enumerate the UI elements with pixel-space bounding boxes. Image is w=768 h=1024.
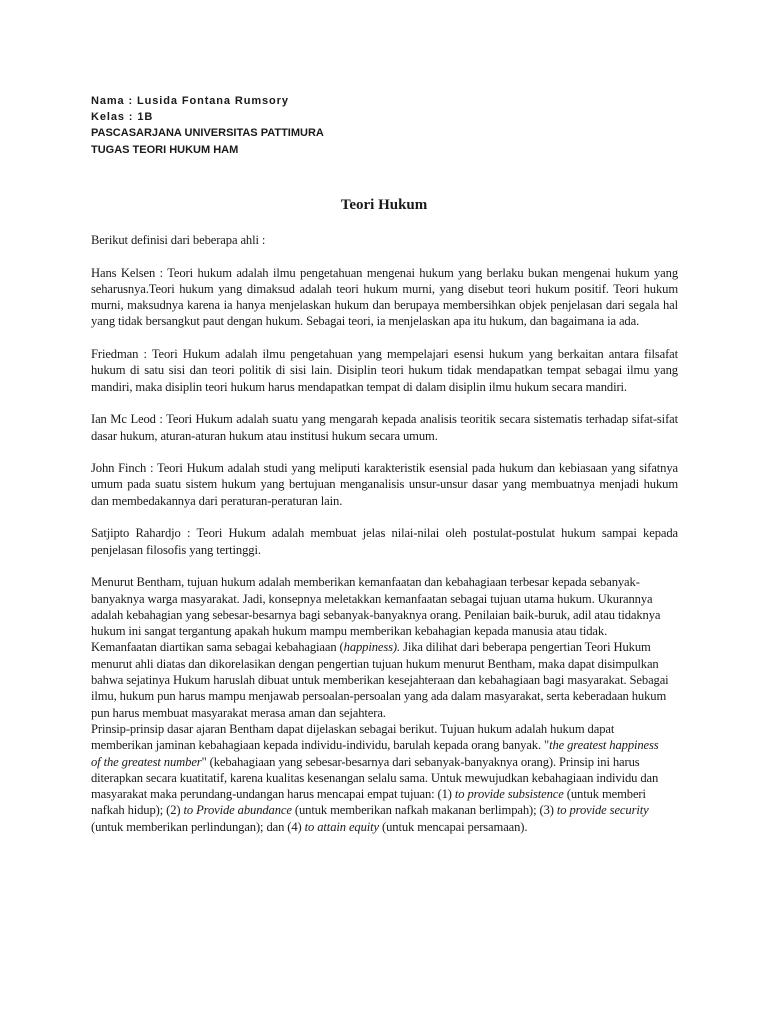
principles-text: (untuk memberikan perlindungan); dan (4)	[91, 819, 305, 834]
bentham-text: Jika dilihat dari beberapa pengertian Teori Hukum menurut ahli diatas dan dikorelasikan dengan pengertian tujuan hukum menurut Bentham, maka dapat disimpulkan bahwa sejatinya Hukum haruslah dibuat untuk memberikan kesejahteraan dan kebahagiaan bagi masyarakat. Sebagai ilmu, hukum pun harus mampu menjawab persoalan-persoalan yang ada dalam masyarakat, serta keberadaan hukum pun harus membuat masyarakat merasa aman dan sejahtera.	[91, 640, 669, 720]
definition-paragraph-friedman: Friedman : Teori Hukum adalah ilmu pengetahuan yang mempelajari esensi hukum yang berkaitan antara filsafat hukum di satu sisi dan teori politik di sisi lain. Disiplin teori hukum tidak mendapatkan tempat sebagai ilmu yang mandiri, maka disiplin teori hukum harus mendapatkan tempat di dalam disiplin ilmu hukum secara mandiri.	[91, 347, 678, 394]
intro-paragraph: Berikut definisi dari beberapa ahli :	[91, 233, 266, 247]
assignment-title: TUGAS TEORI HUKUM HAM	[91, 143, 239, 156]
definition-paragraph-finch: John Finch : Teori Hukum adalah studi yang meliputi karakteristik esensial pada hukum dan kebiasaan yang sifatnya umum pada suatu sistem hukum yang bertujuan menganalisis unsur-unsur dasar yang membuatnya menjadi hukum dan membedakannya dari peraturan-peraturan lain.	[91, 461, 678, 508]
university-name: PASCASARJANA UNIVERSITAS PATTIMURA	[91, 127, 324, 140]
principles-italic: to provide subsistence	[454, 787, 564, 802]
bentham-principles-paragraph	[91, 721, 671, 835]
document-body	[91, 232, 678, 835]
principles-italic: to Provide abundance	[183, 803, 292, 818]
bentham-italic-happiness: happiness).	[343, 640, 401, 655]
bentham-paragraph	[91, 574, 671, 721]
definition-paragraph-rahardjo: Satjipto Rahardjo : Teori Hukum adalah membuat jelas nilai-nilai oleh postulat-postulat hukum sampai kepada penjelasan filosofis yang tertinggi.	[91, 526, 678, 557]
principles-text: Prinsip-prinsip dasar ajaran Bentham dapat dijelaskan sebagai berikut. Tujuan hukum adalah hukum dapat memberikan jaminan kebahagiaan kepada individu-individu, barulah kepada orang banyak. "	[91, 721, 615, 753]
principles-italic: the greatest happiness of the greatest number	[91, 738, 659, 769]
page-title: Teori Hukum	[340, 197, 428, 213]
principles-text: (untuk mencapai persamaan).	[379, 819, 528, 834]
student-name: Nama : Lusida Fontana Rumsory	[91, 95, 289, 107]
definition-paragraph-kelsen: Hans Kelsen : Teori hukum adalah ilmu pengetahuan mengenai hukum yang berlaku bukan mengenai hukum yang seharusnya.Teori hukum yang dimaksud adalah teori hukum murni, yang disebut teori hukum positif. Teori hukum murni, maksudnya karena ia hanya menjelaskan hukum dan berupaya membersihkan objek penjelasan dari segala hal yang tidak bersangkut paut dengan hukum. Sebagai teori, ia menjelaskan apa itu hukum, dan bagaimana ia ada.	[91, 265, 678, 329]
principles-text: (untuk memberi nafkah hidup); (2)	[91, 787, 646, 818]
principles-italic: to provide security	[556, 803, 649, 818]
student-class: Kelas : 1B	[91, 111, 154, 124]
bentham-text: Menurut Bentham, tujuan hukum adalah memberikan kemanfaatan dan kebahagiaan terbesar kepada sebanyak-banyaknya warga masyarakat. Jadi, konsepnya meletakkan kemanfaatan sebagai tujuan utama hukum. Ukurannya adalah kebahagian yang sebesar-besarnya bagi sebanyak-banyaknya orang. Penilaian baik-buruk, adil atau tidaknya hukum ini sangat tergantung apakah hukum mampu memberikan kebahagian kepada manusia atau tidak. Kemanfaatan diartikan sama sebagai kebahagiaan (	[91, 575, 661, 655]
principles-italic: to attain equity	[304, 819, 380, 834]
principles-text: " (kebahagiaan yang sebesar-besarnya dari sebanyak-banyaknya orang). Prinsip ini harus diterapkan secara kuatitatif, karena kualitas kesenangan selalu sama. Untuk mewujudkan kebahagiaan individu dan masyarakat maka perundang-undangan harus mencapai empat tujuan: (1)	[91, 754, 659, 802]
document-header	[91, 93, 324, 158]
definition-paragraph-mcleod: Ian Mc Leod : Teori Hukum adalah suatu yang mengarah kepada analisis teoritik secara sistematis terhadap sifat-sifat dasar hukum, aturan-aturan hukum atau institusi hukum secara umum.	[91, 412, 678, 443]
principles-text: (untuk memberikan nafkah makanan berlimpah); (3)	[291, 803, 557, 818]
